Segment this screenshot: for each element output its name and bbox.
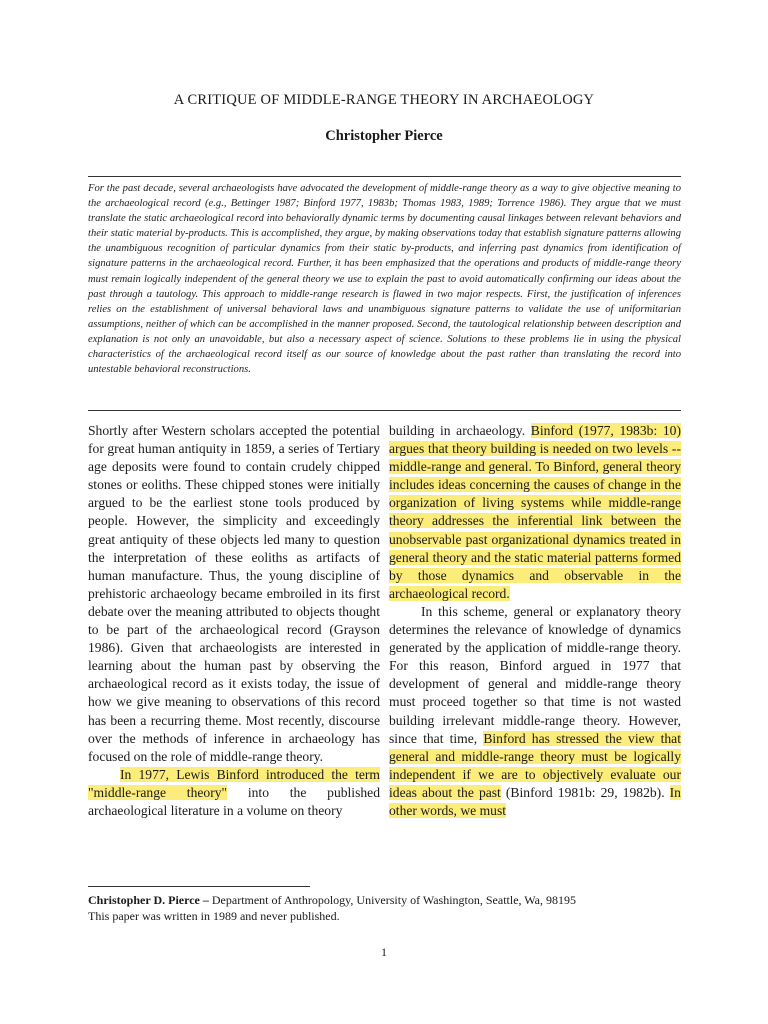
left-highlight: In 1977, Lewis Binford introduced the term "middle-range theory" xyxy=(88,766,380,800)
left-paragraph-2 xyxy=(88,766,380,820)
paper-author: Christopher Pierce xyxy=(325,128,443,144)
page-number: 1 xyxy=(381,945,387,959)
right-paragraph-2-cite: (Binford 1981b: 29, 1982b). xyxy=(500,784,670,800)
footnote-author-name: Christopher D. Pierce – xyxy=(88,893,209,907)
footnote-affiliation: Department of Anthropology, University of Washington, Seattle, Wa, 98195 xyxy=(208,893,576,907)
right-paragraph-2-text: In this scheme, general or explanatory theory determines the relevance of knowledge of dynamics generated by the application of middle-range theory. For this reason, Binford argued in 1977 that development of general and middle-range theory must proceed together so that time is not wasted building irrelevant middle-range theory. However, since that time, xyxy=(389,603,681,746)
body-column-left xyxy=(88,422,380,820)
right-highlight-2: Binford has stressed the view that general and middle-range theory must be logically independent if we are to objectively evaluate our ideas about the past xyxy=(389,730,681,800)
footnote-line-1 xyxy=(88,892,688,908)
abstract-top-rule xyxy=(88,176,681,177)
footnote-line-2: This paper was written in 1989 and never published. xyxy=(88,909,340,923)
left-paragraph-2-rest: into the published archaeological literature in a volume on theory xyxy=(88,784,381,818)
body-column-right xyxy=(389,422,681,820)
footnote xyxy=(88,892,688,924)
abstract-bottom-rule xyxy=(88,410,681,411)
right-paragraph-2 xyxy=(389,603,681,820)
left-paragraph-1: Shortly after Western scholars accepted the potential for great human antiquity in 1859, a series of Tertiary age deposits were found to contain crudely chipped stones or eoliths. These chipped stones were initially argued to be the earliest stone tools produced by people. However, the simplicity and exceedingly great antiquity of these objects led many to question the interpretation of these eoliths as artifacts of human manufacture. Thus, the young discipline of prehistoric archaeology became embroiled in its first debate over the meaning attributed to objects thought to be part of the archaeological record (Grayson 1986). Given that archaeologists are interested in learning about the human past by observing the archaeological record as it exists today, the issue of how we give meaning to observations of this record has been a recurring theme. Most recently, discourse over the methods of inference in archaeology has focused on the role of middle-range theory. xyxy=(88,423,380,764)
right-highlight-3: In other words, we must xyxy=(389,784,681,818)
paper-title: A CRITIQUE OF MIDDLE-RANGE THEORY IN ARCHAEOLOGY xyxy=(173,92,595,108)
right-highlight-1: Binford (1977, 1983b: 10) argues that theory building is needed on two levels -- middle-range and general. To Binford, general theory includes ideas concerning the causes of change in the organization of living systems while middle-range theory addresses the inferential link between the unobservable past organizational dynamics treated in general theory and the static material patterns formed by those dynamics and observable in the archaeological record. xyxy=(389,423,681,601)
abstract-text: For the past decade, several archaeologists have advocated the development of middle-range theory as a way to give objective meaning to the archaeological record (e.g., Bettinger 1987; Binford 1977, 1983b; Thomas 1983, 1989; Torrence 1986). They argue that we must translate the static archaeological record into behaviorally dynamic terms by documenting causal linkages between relevant behaviors and their static material by-products. This is accomplished, they argue, by making observations today that establish signature patterns allowing the unambiguous recognition of particular dynamics from their static by-products, and inferring past dynamics from identification of signature patterns in the archaeological record. Further, it has been emphasized that the operations and products of middle-range theory must remain logically independent of the general theory we use to explain the past to avoid automatically confirming our ideas about the past through a tautology. This approach to middle-range research is flawed in two major respects. First, the justification of inferences relies on the establishment of universal behavioral laws and unambiguous signature patterns to validate the use of uniformitarian assumptions, neither of which can be accomplished in the manner proposed. Second, the tautological relationship between description and explanation is not only an unavoidable, but also a necessary aspect of science. Solutions to these problems lie in using the physical characteristics of the archaeological record itself as our source of knowledge about the past rather than translating the record into untestable behavioral reconstructions. xyxy=(88,183,681,376)
right-paragraph-1 xyxy=(389,422,681,603)
right-paragraph-1-lead: building in archaeology. xyxy=(389,423,531,438)
footnote-rule xyxy=(88,886,310,887)
